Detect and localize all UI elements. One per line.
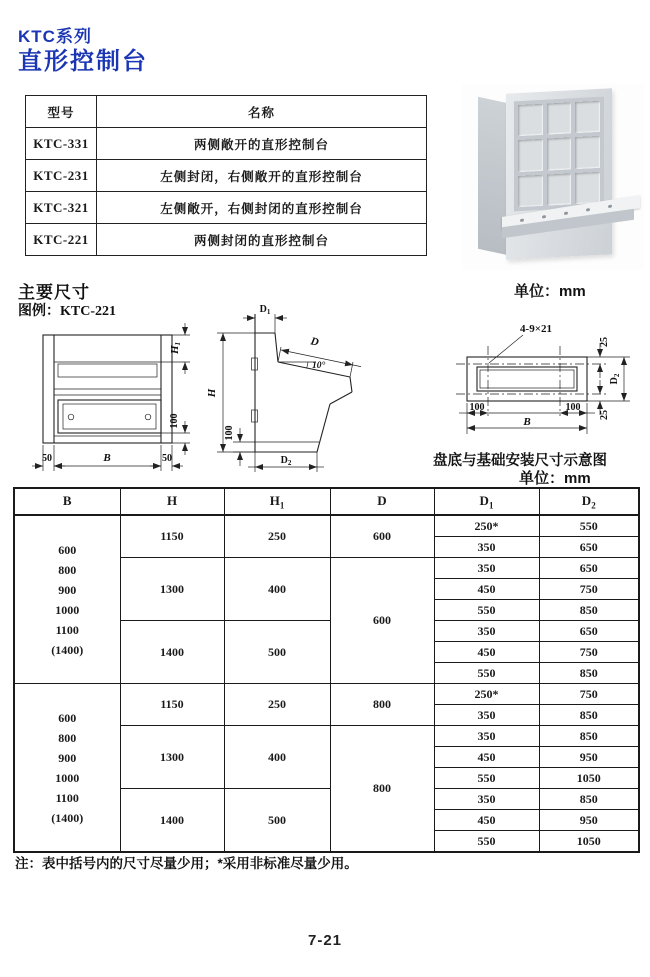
table-cell: 1400: [120, 789, 224, 853]
table-row: [26, 160, 427, 192]
page-number: 7-21: [307, 932, 343, 949]
model-code: KTC-231: [26, 160, 97, 192]
col-header-d: D: [330, 488, 434, 515]
column-header-name: 名称: [97, 96, 427, 128]
footnote: 注：表中括号内的尺寸尽量少用；*采用非标准尽量少用。: [15, 856, 358, 871]
table-cell: 1150: [120, 515, 224, 558]
table-cell: 400: [224, 726, 330, 789]
table-row: [26, 128, 427, 160]
table-cell: 350: [434, 621, 539, 642]
table-cell: 550: [539, 515, 639, 537]
grid-cell: [575, 172, 600, 205]
grid-cell: [575, 101, 600, 134]
model-name: 两侧敞开的直形控制台: [97, 128, 427, 160]
desk-hole: [586, 208, 590, 212]
table-cell: 450: [434, 810, 539, 831]
console-grid-panel: [514, 97, 604, 212]
table-cell: 250*: [434, 515, 539, 537]
dim-label-100: 100: [169, 413, 180, 429]
col-header-d2: $D_2$: [539, 488, 639, 515]
model-name: 左侧敞开，右侧封闭的直形控制台: [97, 192, 427, 224]
example-label: 图例：KTC-221: [18, 304, 116, 319]
plan-dimensions: [459, 323, 630, 434]
table-cell: 1300: [120, 558, 224, 621]
dim-label-25-bottom: 25: [599, 410, 610, 420]
cabinet-outline: [43, 335, 172, 443]
dims-section-2: [14, 684, 639, 853]
table-cell: 750: [539, 684, 639, 705]
table-cell: 850: [539, 789, 639, 810]
table-cell: 350: [434, 537, 539, 558]
table-cell: 850: [539, 663, 639, 684]
col-header-h1: $H_1$: [224, 488, 330, 515]
table-cell: 550: [434, 663, 539, 684]
model-code: KTC-331: [26, 128, 97, 160]
dim-label-h1: H1: [169, 341, 182, 355]
table-cell: 250*: [434, 684, 539, 705]
table-cell: 1300: [120, 726, 224, 789]
unit-label-plan: 单位：mm: [519, 470, 591, 487]
table-cell: 750: [539, 579, 639, 600]
bolt-holes-label: 4-9×21: [520, 323, 552, 335]
product-photo: [462, 84, 644, 270]
unit-label-top: 单位：mm: [514, 283, 586, 300]
model-name: 两侧封闭的直形控制台: [97, 224, 427, 256]
dim-label-d: D: [309, 335, 320, 349]
table-cell: 600: [330, 558, 434, 684]
table-cell: 550: [434, 600, 539, 621]
dim-label-100-right: 100: [565, 402, 581, 413]
page-title: 直形控制台: [18, 48, 148, 75]
table-row: [26, 224, 427, 256]
table-cell: 650: [539, 621, 639, 642]
table-cell: 750: [539, 642, 639, 663]
table-cell: 850: [539, 600, 639, 621]
table-cell: 950: [539, 747, 639, 768]
col-header-d1: $D_1$: [434, 488, 539, 515]
models-header-row: [26, 96, 427, 128]
dim-label-b: B: [103, 452, 111, 464]
table-cell: 350: [434, 558, 539, 579]
model-name: 左侧封闭，右侧敞开的直形控制台: [97, 160, 427, 192]
base-plan-drawing: [430, 316, 640, 442]
table-cell: 800: [330, 684, 434, 726]
table-cell: 450: [434, 747, 539, 768]
table-cell: 350: [434, 726, 539, 747]
table-cell: 950: [539, 810, 639, 831]
front-dimensions: [32, 323, 190, 471]
table-cell: 550: [434, 768, 539, 789]
series-label: KTC系列: [18, 27, 92, 46]
dim-label-d2: $D_2$: [609, 373, 621, 385]
table-cell: 250: [224, 684, 330, 726]
table-cell: 1050: [539, 831, 639, 853]
grid-cell: [575, 136, 600, 169]
dim-label-50-right: 50: [162, 453, 172, 464]
table-cell: 800: [330, 726, 434, 853]
model-code: KTC-221: [26, 224, 97, 256]
dim-label-100: 100: [224, 425, 235, 441]
table-cell: 850: [539, 726, 639, 747]
table-cell: 400: [224, 558, 330, 621]
side-dimensions: [206, 304, 361, 472]
table-cell: 450: [434, 642, 539, 663]
table-cell: 1400: [120, 621, 224, 684]
table-row: [14, 684, 639, 705]
console-profile: [252, 314, 353, 452]
desk-hole: [608, 205, 612, 209]
col-header-h: H: [120, 488, 224, 515]
table-cell: 500: [224, 789, 330, 853]
b-values-cell: 600 800 900 1000 1100 (1400): [14, 515, 120, 684]
main-dimensions-heading: 主要尺寸: [18, 283, 90, 302]
grid-cell: [547, 138, 572, 171]
dims-section-1: [14, 515, 639, 684]
table-cell: 450: [434, 579, 539, 600]
table-cell: 500: [224, 621, 330, 684]
column-header-model: 型号: [26, 96, 97, 128]
side-view-drawing: [202, 300, 402, 480]
front-view-drawing: [30, 318, 200, 475]
table-cell: 350: [434, 789, 539, 810]
table-cell: 650: [539, 558, 639, 579]
desk-hole: [564, 211, 568, 215]
dim-label-h: H: [206, 388, 218, 398]
table-row: [26, 192, 427, 224]
table-cell: 1050: [539, 768, 639, 789]
table-cell: 650: [539, 537, 639, 558]
table-cell: 350: [434, 705, 539, 726]
dim-label-25-top: 25: [599, 337, 610, 347]
grid-cell: [547, 102, 572, 135]
table-row: [14, 515, 639, 537]
col-header-b: B: [14, 488, 120, 515]
grid-cell: [518, 104, 543, 137]
dim-label-50-left: 50: [42, 453, 52, 464]
dim-label-d2: $D_2$: [280, 455, 292, 467]
dim-label-d1: $D_1$: [259, 304, 271, 316]
plan-caption: 盘底与基础安装尺寸示意图: [433, 453, 607, 469]
table-cell: 250: [224, 515, 330, 558]
table-cell: 600: [330, 515, 434, 558]
grid-cell: [518, 175, 543, 208]
table-cell: 850: [539, 705, 639, 726]
model-code: KTC-321: [26, 192, 97, 224]
table-cell: 1150: [120, 684, 224, 726]
models-table: [25, 95, 427, 256]
desk-hole: [542, 215, 546, 219]
grid-cell: [518, 139, 543, 172]
desk-hole: [520, 218, 524, 222]
dimensions-table: [13, 487, 640, 853]
dim-label-100-left: 100: [469, 402, 485, 413]
table-cell: 550: [434, 831, 539, 853]
dims-header-row: [14, 488, 639, 515]
grid-cell: [547, 173, 572, 206]
angle-label: 10°: [312, 361, 326, 371]
b-values-cell: 600 800 900 1000 1100 (1400): [14, 684, 120, 853]
dim-label-b: B: [523, 416, 531, 428]
